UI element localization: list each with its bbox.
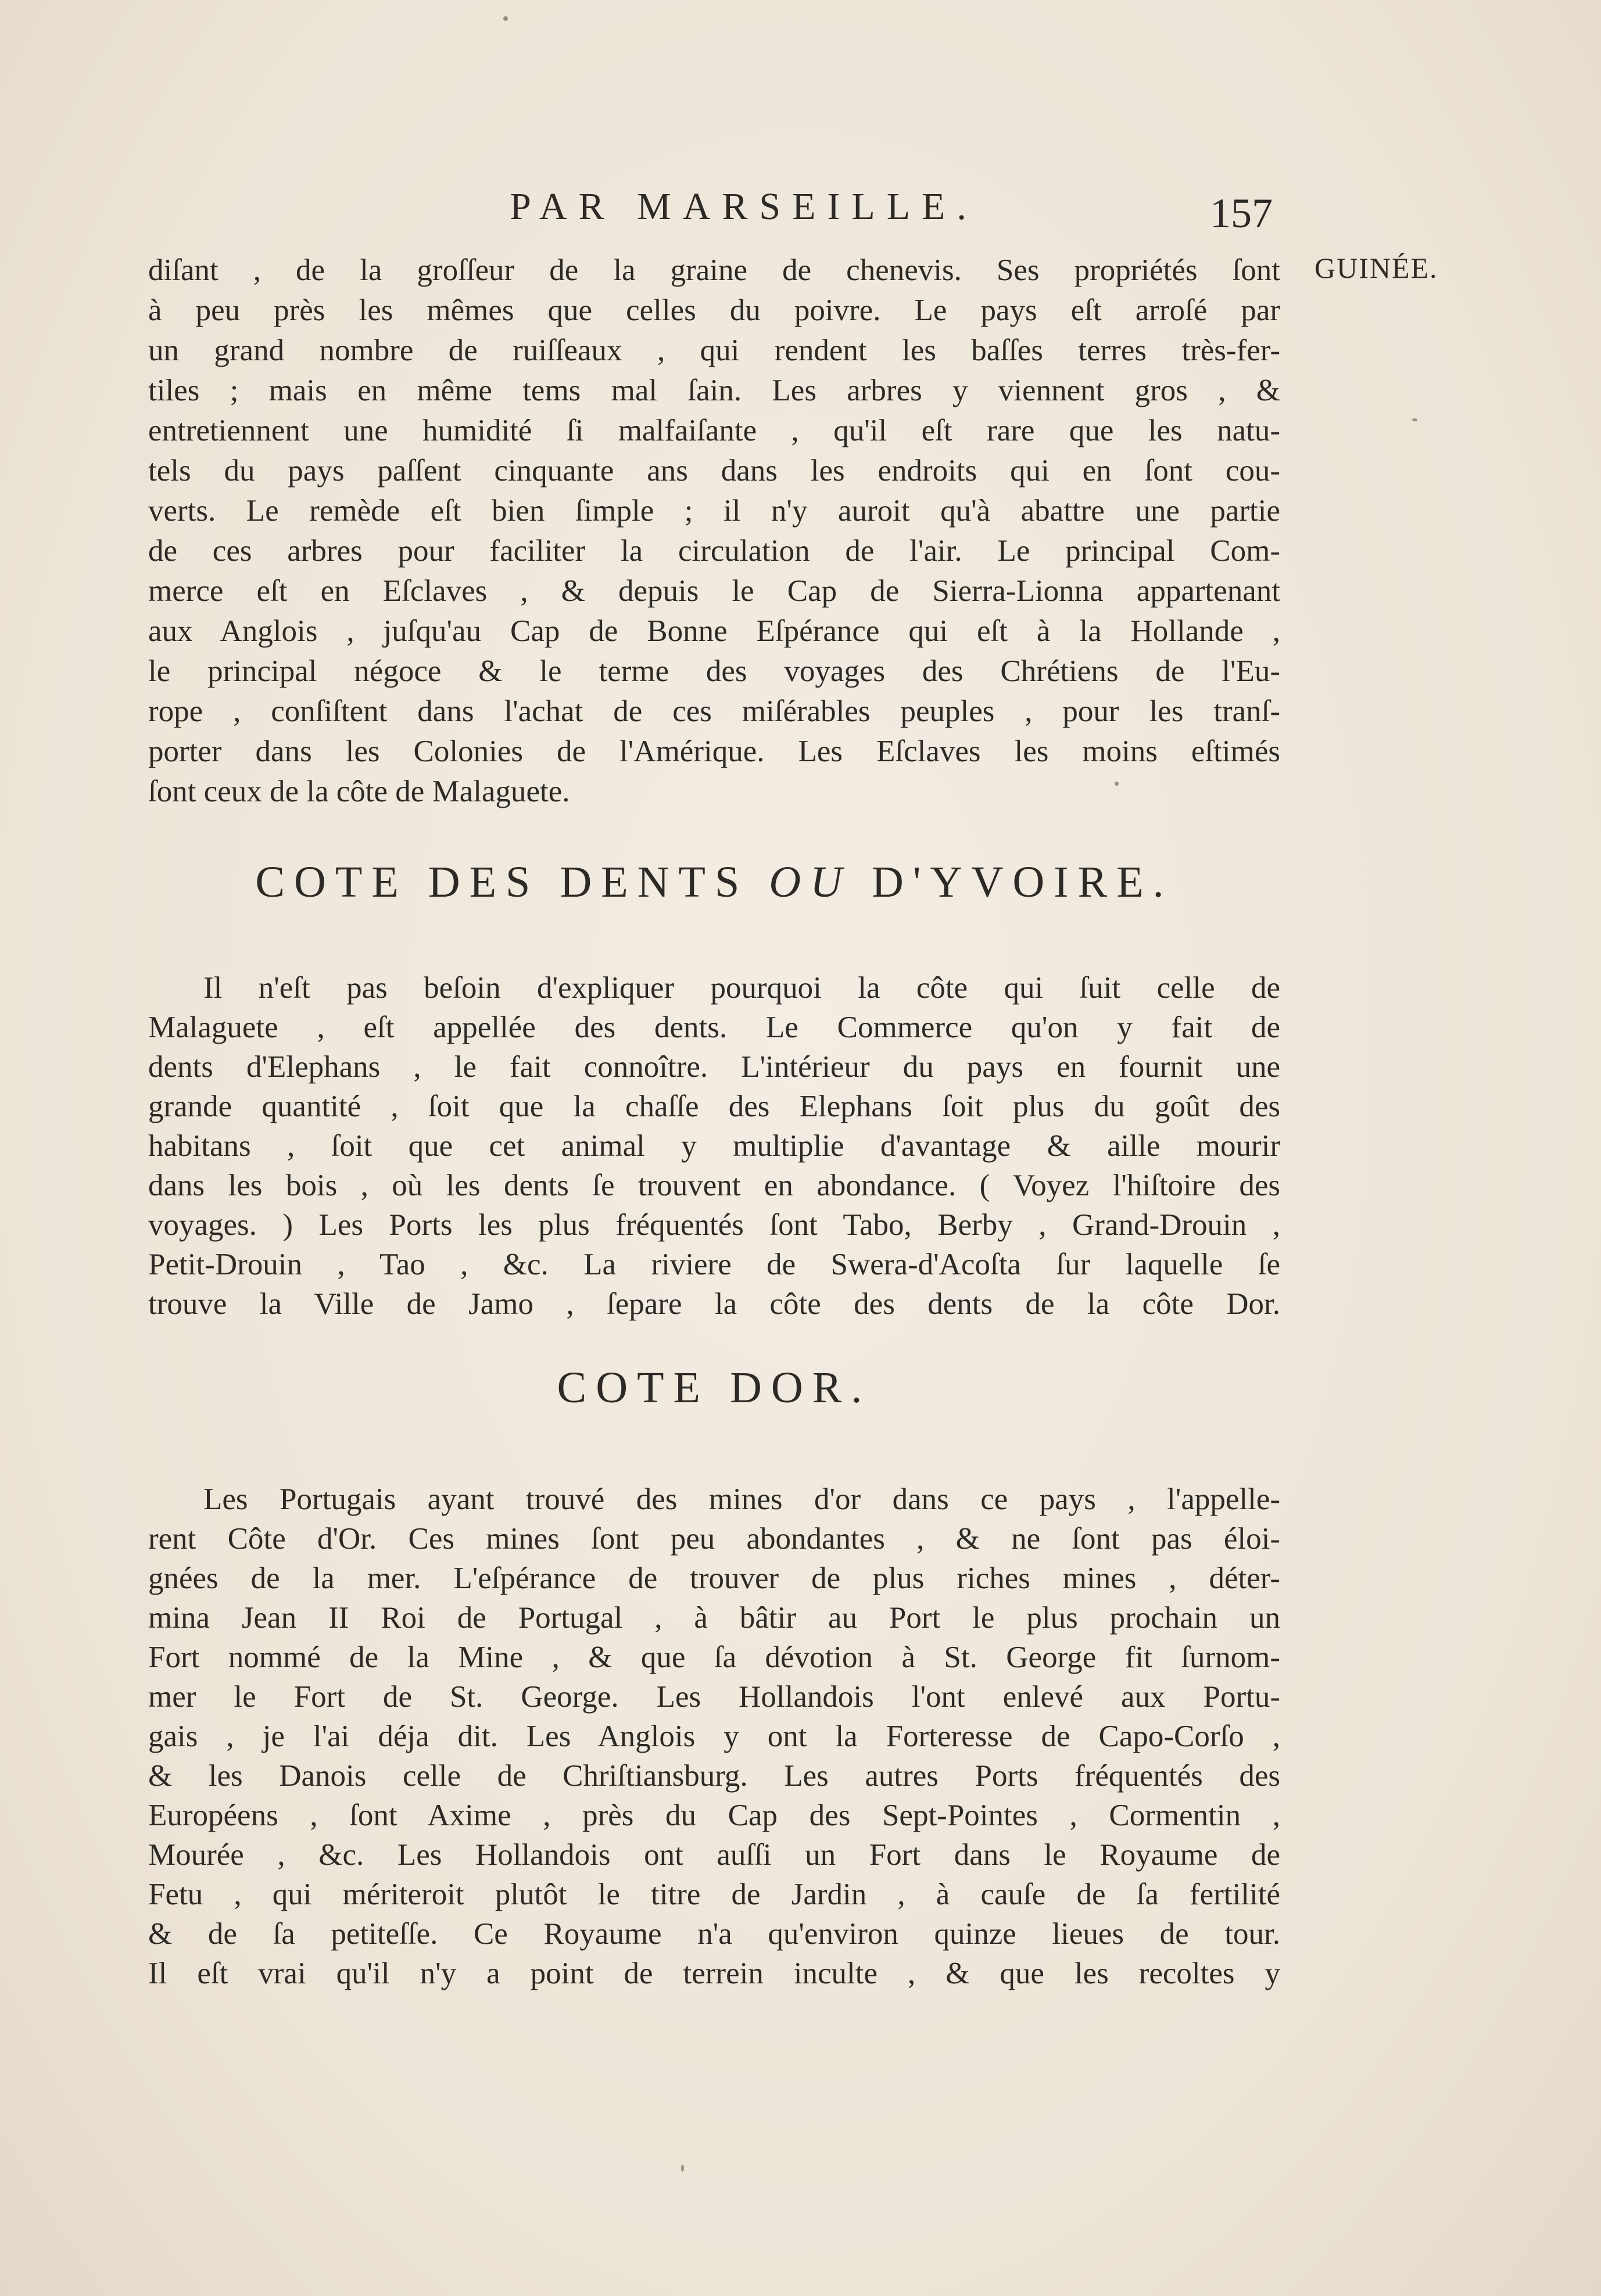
text-line: Mourée , &c. Les Hollandois ont auſſi un Fort dans le Royaume de: [148, 1838, 1280, 1872]
text-line: gais , je l'ai déja dit. Les Anglois y ont la Forteresse de Capo-Corſo ,: [148, 1720, 1280, 1753]
text-line: mina Jean II Roi de Portugal , à bâtir au Port le plus prochain un: [148, 1601, 1280, 1635]
text-line: entretiennent une humidité ſi malfaiſante , qu'il eſt rare que les natu-: [148, 414, 1280, 447]
text-line: Il eſt vrai qu'il n'y a point de terrein inculte , & que les recoltes y: [148, 1957, 1280, 1990]
text-line: Fort nommé de la Mine , & que ſa dévotion à St. George fit ſurnom-: [148, 1640, 1280, 1674]
ink-speck: [1412, 418, 1417, 421]
text-line: tiles ; mais en même tems mal ſain. Les arbres y viennent gros , &: [148, 374, 1280, 407]
page-header: [192, 185, 1284, 237]
text-line: grande quantité , ſoit que la chaſſe des Elephans ſoit plus du goût des: [148, 1090, 1280, 1123]
text-line: & de ſa petiteſſe. Ce Royaume n'a qu'environ quinze lieues de tour.: [148, 1917, 1280, 1951]
text-line: & les Danois celle de Chriſtiansburg. Les autres Ports fréquentés des: [148, 1759, 1280, 1793]
text-line: gnées de la mer. L'eſpérance de trouver de plus riches mines , déter-: [148, 1561, 1280, 1595]
text-line: Fetu , qui mériteroit plutôt le titre de Jardin , à cauſe de ſa fertilité: [148, 1878, 1280, 1911]
text-line: voyages. ) Les Ports les plus fréquentés ſont Tabo, Berby , Grand-Drouin ,: [148, 1208, 1280, 1242]
text-line: porter dans les Colonies de l'Amérique. Les Eſclaves les moins eſtimés: [148, 735, 1280, 768]
text-line: tels du pays paſſent cinquante ans dans les endroits qui en ſont cou-: [148, 454, 1280, 488]
text-line: Il n'eſt pas beſoin d'expliquer pourquoi la côte qui ſuit celle de: [203, 971, 1280, 1005]
text-line: habitans , ſoit que cet animal y multiplie d'avantage & aille mourir: [148, 1129, 1280, 1163]
text-line: Les Portugais ayant trouvé des mines d'or dans ce pays , l'appelle-: [203, 1482, 1280, 1516]
text-line: Petit-Drouin , Tao , &c. La riviere de Swera-d'Acoſta ſur laquelle ſe: [148, 1248, 1280, 1281]
text-line: trouve la Ville de Jamo , ſepare la côte des dents de la côte Dor.: [148, 1287, 1280, 1321]
text-line: mer le Fort de St. George. Les Hollandois l'ont enlevé aux Portu-: [148, 1680, 1280, 1714]
heading-text: COTE DES DENTS: [255, 858, 769, 907]
text-line: merce eſt en Eſclaves , & depuis le Cap de Sierra-Lionna appartenant: [148, 574, 1280, 608]
text-line: Européens , ſont Axime , près du Cap des Sept-Pointes , Cormentin ,: [148, 1799, 1280, 1832]
page-number: 157: [1210, 190, 1273, 237]
ink-speck: [503, 16, 508, 21]
text-line: diſant , de la groſſeur de la graine de chenevis. Ses propriétés ſont: [148, 253, 1280, 287]
text-line: dans les bois , où les dents ſe trouvent en abondance. ( Voyez l'hiſtoire des: [148, 1169, 1280, 1202]
text-line: le principal négoce & le terme des voyages des Chrétiens de l'Eu-: [148, 654, 1280, 688]
text-line: un grand nombre de ruiſſeaux , qui rendent les baſſes terres très-fer-: [148, 334, 1280, 367]
text-line: rope , conſiſtent dans l'achat de ces miſérables peuples , pour les tranſ-: [148, 694, 1280, 728]
section-heading-ivory-coast: [148, 857, 1280, 908]
heading-text: D'YVOIRE.: [851, 858, 1173, 907]
text-line: Malaguete , eſt appellée des dents. Le Commerce qu'on y fait de: [148, 1011, 1280, 1044]
text-line: à peu près les mêmes que celles du poivre. Le pays eſt arroſé par: [148, 293, 1280, 327]
text-line: de ces arbres pour faciliter la circulation de l'air. Le principal Com-: [148, 534, 1280, 568]
text-line: dents d'Elephans , le fait connoître. L'intérieur du pays en fournit une: [148, 1050, 1280, 1084]
text-line: ſont ceux de la côte de Malaguete.: [148, 775, 570, 808]
heading-italic-word: OU: [769, 858, 851, 907]
running-title: PAR MARSEILLE.: [510, 185, 978, 228]
ink-speck: [681, 2165, 684, 2172]
section-heading-gold-coast: COTE DOR.: [557, 1363, 872, 1412]
text-line: aux Anglois , juſqu'au Cap de Bonne Eſpérance qui eſt à la Hollande ,: [148, 614, 1280, 648]
text-line: rent Côte d'Or. Ces mines ſont peu abondantes , & ne ſont pas éloi-: [148, 1522, 1280, 1556]
margin-note: GUINÉE.: [1315, 252, 1438, 284]
text-line: verts. Le remède eſt bien ſimple ; il n'y auroit qu'à abattre une partie: [148, 494, 1280, 528]
